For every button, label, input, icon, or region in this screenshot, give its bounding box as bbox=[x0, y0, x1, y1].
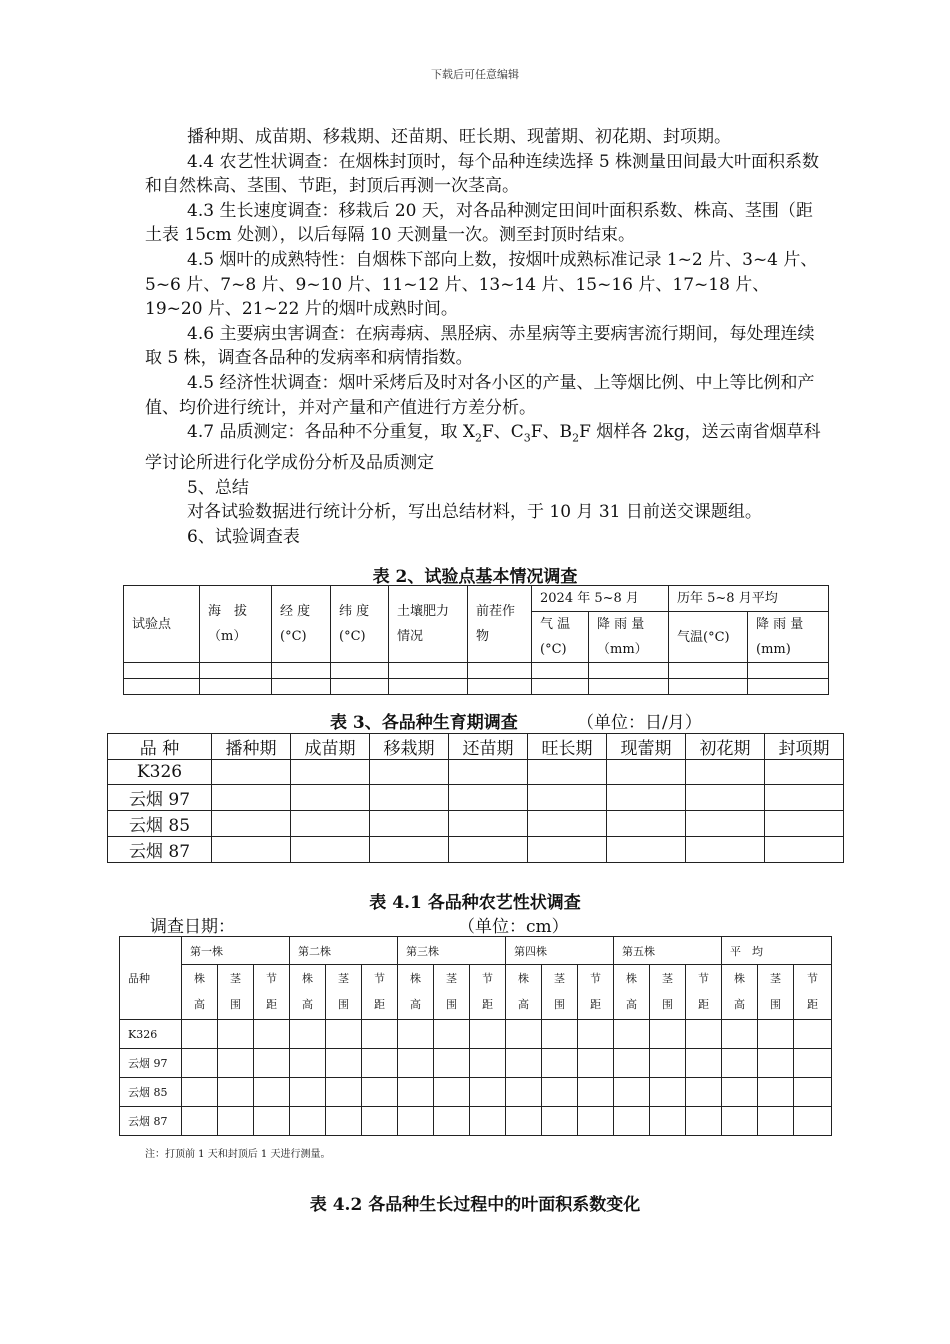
header-cell: 降 雨 量 （mm） bbox=[589, 612, 669, 663]
header-cell: 旺长期 bbox=[528, 734, 607, 760]
paragraph: 4.6 主要病虫害调查：在病毒病、黑胫病、赤星病等主要病害流行期间，每处理连续取 5 株，调查各品种的发病率和病情指数。 bbox=[145, 323, 815, 369]
header-cell: 移栽期 bbox=[370, 734, 449, 760]
paragraph: 播种期、成苗期、移栽期、还苗期、旺长期、现蕾期、初花期、封项期。 bbox=[187, 127, 731, 147]
header-cell: 历年 5~8 月平均 bbox=[669, 586, 829, 612]
header-cell: 品种 bbox=[120, 937, 182, 1020]
paragraph: 4.7 品质测定：各品种不分重复，取 $X_2F$、$C_3F$、$B_2F$ 烟样各 2kg，送云南省烟草科学讨论所进行化学成份分析及品质测定 bbox=[145, 422, 821, 474]
body-text bbox=[145, 125, 825, 549]
table-row: 云烟 87 bbox=[108, 837, 844, 863]
header-cell: 第五株 bbox=[614, 937, 722, 965]
paragraph: 4.4 农艺性状调查：在烟株封顶时，每个品种连续选择 5 株测量田间最大叶面积系数和自然株高、茎围、节距，封顶后再测一次茎高。 bbox=[145, 151, 820, 197]
header-cell: 2024 年 5~8 月 bbox=[532, 586, 669, 612]
header-cell: 现蕾期 bbox=[607, 734, 686, 760]
header-cell: 品 种 bbox=[108, 734, 212, 760]
table41-title: 表 4.1 各品种农艺性状调查 bbox=[369, 893, 581, 913]
table41-unit: （单位：cm） bbox=[458, 917, 569, 937]
header-cell: 封项期 bbox=[765, 734, 844, 760]
table-row: 云烟 85 bbox=[120, 1078, 832, 1107]
header-cell: 成苗期 bbox=[291, 734, 370, 760]
paragraph: 4.3 生长速度调查：移栽后 20 天，对各品种测定田间叶面积系数、株高、茎围（距土表 15cm 处测），以后每隔 10 天测量一次。测至封顶时结束。 bbox=[145, 200, 813, 246]
header-cell: 经 度 (°C) bbox=[272, 586, 331, 663]
header-cell: 初花期 bbox=[686, 734, 765, 760]
table42-title: 表 4.2 各品种生长过程中的叶面积系数变化 bbox=[309, 1195, 641, 1215]
header-cell: 海 拔 （m） bbox=[200, 586, 272, 663]
header-cell: 还苗期 bbox=[449, 734, 528, 760]
header-cell: 第二株 bbox=[290, 937, 398, 965]
header-cell: 降 雨 量 (mm) bbox=[748, 612, 829, 663]
survey-date-label: 调查日期： bbox=[150, 917, 235, 937]
header-cell: 气 温 (°C) bbox=[532, 612, 589, 663]
paragraph: 对各试验数据进行统计分析，写出总结材料，于 10 月 31 日前送交课题组。 bbox=[187, 502, 762, 523]
section-heading: 5、总结 bbox=[187, 477, 249, 498]
table-row: 云烟 87 bbox=[120, 1107, 832, 1136]
header-cell: 土壤肥力 情况 bbox=[389, 586, 468, 663]
table3-unit: （单位：日/月） bbox=[577, 713, 702, 733]
section-heading: 6、试验调查表 bbox=[187, 526, 300, 547]
header-cell: 纬 度 (°C) bbox=[331, 586, 389, 663]
growth-period-table bbox=[107, 733, 844, 863]
header-cell: 试验点 bbox=[124, 586, 200, 663]
table2-title: 表 2、试验点基本情况调查 bbox=[372, 567, 578, 587]
table-row: 云烟 97 bbox=[108, 785, 844, 811]
header-cell: 气温(°C) bbox=[669, 612, 748, 663]
paragraph: 4.5 经济性状调查：烟叶采烤后及时对各小区的产量、上等烟比例、中上等比例和产值、均价进行统计，并对产量和产值进行方差分析。 bbox=[145, 372, 815, 418]
header-cell: 第四株 bbox=[506, 937, 614, 965]
header-cell: 前茬作 物 bbox=[468, 586, 532, 663]
agronomic-traits-table: 品种 第一株 第二株 第三株 第四株 第五株 平 均 株 高 茎 围 节 距 株 高 茎 围 节 距 株 高 茎 围 节 距 株 高 茎 围 节 距 株 高 茎 围 节 距 株 高 茎 围 节 距 K326 云烟 97 云烟 85 云烟 87 bbox=[119, 936, 832, 1136]
table-row: 云烟 97 bbox=[120, 1049, 832, 1078]
header-cell: 播种期 bbox=[212, 734, 291, 760]
table3-title: 表 3、各品种生育期调查 bbox=[330, 713, 518, 733]
header-cell: 第三株 bbox=[398, 937, 506, 965]
table-row: K326 bbox=[108, 760, 844, 785]
header-cell: 第一株 bbox=[182, 937, 290, 965]
header-cell: 平 均 bbox=[722, 937, 832, 965]
table-row: K326 bbox=[120, 1020, 832, 1049]
table-row: 云烟 85 bbox=[108, 811, 844, 837]
table-note: 注：打顶前 1 天和封顶后 1 天进行测量。 bbox=[145, 1149, 331, 1160]
paragraph: 4.5 烟叶的成熟特性：自烟株下部向上数，按烟叶成熟标准记录 1~2 片、3~4 片、5~6 片、7~8 片、9~10 片、11~12 片、13~14 片、15~16 片、17~18 片、19~20 片、21~22 片的烟叶成熟时间。 bbox=[145, 249, 818, 320]
page-header: 下载后可任意编辑 bbox=[431, 68, 519, 81]
site-info-table bbox=[123, 585, 829, 695]
